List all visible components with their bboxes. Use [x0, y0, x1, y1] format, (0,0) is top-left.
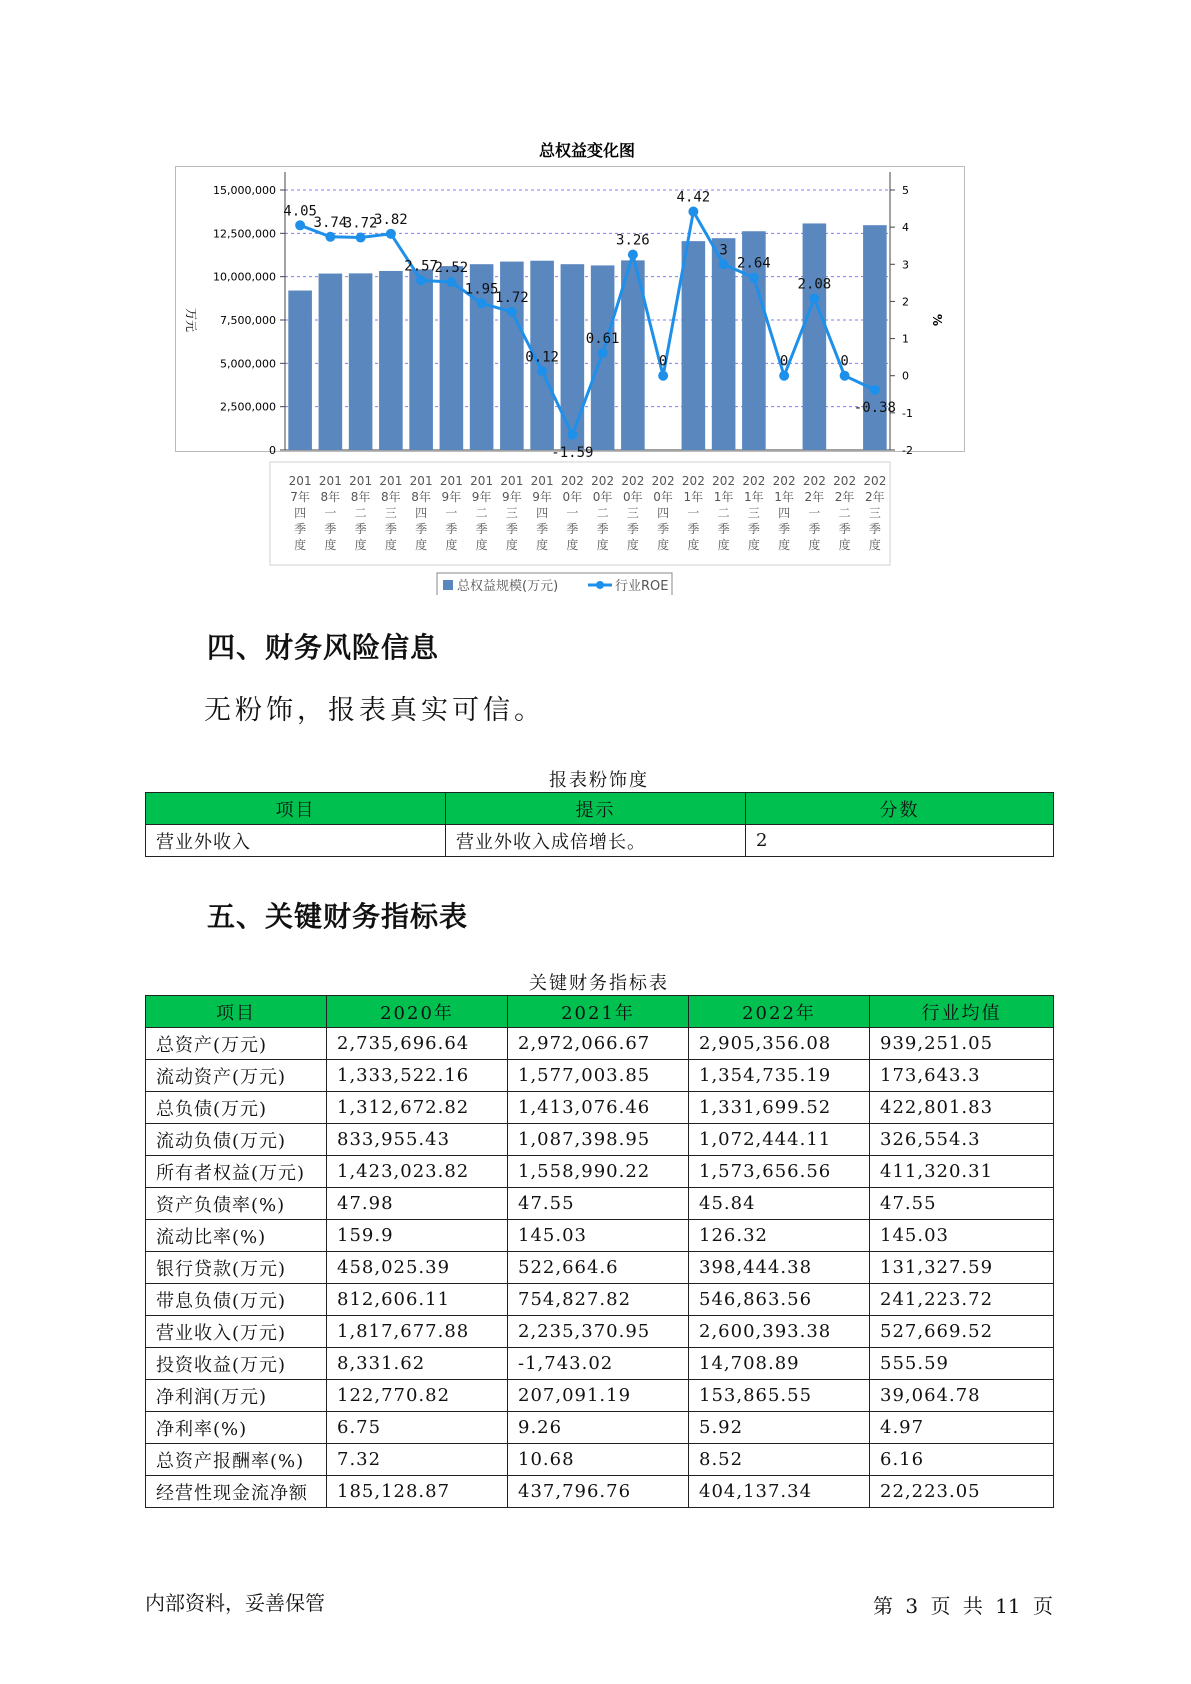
risk-header-score: 分数	[746, 793, 1054, 825]
kpi-row-label: 带息负债(万元)	[146, 1284, 327, 1316]
kpi-cell: 555.59	[870, 1348, 1054, 1380]
x-tick-label: 8年	[411, 490, 431, 504]
roe-point	[295, 220, 305, 230]
bar	[561, 264, 585, 450]
kpi-cell: 1,423,023.82	[327, 1156, 508, 1188]
roe-point	[446, 277, 456, 287]
roe-data-label: -1.59	[551, 444, 594, 461]
bar	[863, 225, 887, 450]
x-tick-label: 1年	[744, 490, 764, 504]
x-tick-label: 202	[591, 474, 615, 488]
kpi-table-caption: 关键财务指标表	[529, 973, 669, 994]
roe-point	[870, 385, 880, 395]
roe-data-label: 3.82	[374, 211, 408, 228]
x-tick-label: 二	[838, 506, 851, 520]
x-tick-label: 度	[596, 538, 609, 552]
table-row	[146, 1476, 1054, 1508]
table-row	[146, 1220, 1054, 1252]
x-tick-label: 度	[384, 538, 397, 552]
x-tick-label: 二	[475, 506, 488, 520]
kpi-cell: 1,558,990.22	[508, 1156, 689, 1188]
x-tick-label: 三	[747, 506, 760, 520]
roe-point	[749, 273, 759, 283]
roe-point	[356, 233, 366, 243]
roe-data-label: 2.57	[404, 258, 438, 275]
roe-data-label: 1.95	[464, 281, 499, 298]
x-tick-label: 度	[415, 538, 428, 552]
kpi-cell: 47.55	[508, 1188, 689, 1220]
y-tick-label: 5,000,000	[220, 357, 276, 371]
x-tick-label: 季	[505, 522, 518, 536]
kpi-cell: 754,827.82	[508, 1284, 689, 1316]
roe-data-label: 4.05	[283, 203, 317, 220]
kpi-cell: 2,905,356.08	[689, 1028, 870, 1060]
risk-table-caption: 报表粉饰度	[549, 770, 649, 791]
kpi-cell: 2,235,370.95	[508, 1316, 689, 1348]
kpi-row-label: 所有者权益(万元)	[146, 1156, 327, 1188]
x-tick-label: 度	[475, 538, 488, 552]
bar	[409, 269, 433, 450]
legend-label-bar: 总权益规模(万元)	[457, 579, 559, 594]
x-tick-label: 度	[445, 538, 458, 552]
x-tick-label: 季	[536, 522, 549, 536]
kpi-header-1: 2020年	[327, 996, 508, 1028]
bar	[440, 266, 464, 450]
x-tick-label: 度	[717, 538, 730, 552]
table-row	[146, 1284, 1054, 1316]
roe-point	[688, 207, 698, 217]
kpi-cell: 39,064.78	[870, 1380, 1054, 1412]
kpi-cell: 4.97	[870, 1412, 1054, 1444]
y2-tick-label: -1	[902, 406, 913, 420]
kpi-cell: 398,444.38	[689, 1252, 870, 1284]
x-tick-label: 9年	[441, 490, 462, 504]
table-row	[146, 1188, 1054, 1220]
roe-data-label: 0.61	[585, 331, 620, 348]
equity-chart	[175, 135, 965, 595]
x-tick-label: 度	[868, 538, 881, 552]
y-tick-label: 2,500,000	[220, 400, 276, 414]
x-tick-label: 一	[687, 506, 700, 520]
x-tick-label: 季	[475, 522, 488, 536]
x-tick-label: 202	[742, 474, 766, 488]
roe-data-label: 2.52	[434, 260, 469, 277]
kpi-cell: 47.98	[327, 1188, 508, 1220]
x-tick-label: 202	[863, 474, 887, 488]
kpi-cell: 939,251.05	[870, 1028, 1054, 1060]
y2-tick-label: 3	[902, 258, 909, 272]
y-axis-label: 万元	[184, 307, 198, 333]
kpi-cell: 126.32	[689, 1220, 870, 1252]
kpi-row-label: 银行贷款(万元)	[146, 1252, 327, 1284]
kpi-cell: 145.03	[870, 1220, 1054, 1252]
bar	[379, 271, 403, 450]
x-tick-label: 季	[596, 522, 609, 536]
x-tick-label: 9年	[502, 490, 522, 504]
x-tick-label: 季	[354, 522, 367, 536]
x-tick-label: 度	[566, 538, 579, 552]
kpi-cell: 437,796.76	[508, 1476, 689, 1508]
kpi-cell: 8.52	[689, 1444, 870, 1476]
roe-point	[477, 298, 487, 308]
y2-axis-label: %	[930, 313, 944, 327]
x-tick-label: 四	[294, 506, 307, 520]
chart-title: 总权益变化图	[538, 141, 636, 160]
x-tick-label: 季	[778, 522, 791, 536]
roe-point	[628, 250, 638, 260]
x-tick-label: 三	[868, 506, 881, 520]
y-tick-label: 10,000,000	[213, 270, 276, 284]
kpi-cell: 2,972,066.67	[508, 1028, 689, 1060]
x-tick-label: 2年	[865, 490, 885, 504]
kpi-cell: 458,025.39	[327, 1252, 508, 1284]
table-row	[146, 1348, 1054, 1380]
kpi-cell: 1,087,398.95	[508, 1124, 689, 1156]
kpi-header-2: 2021年	[508, 996, 689, 1028]
x-tick-label: 2年	[834, 490, 855, 504]
bar	[712, 238, 736, 450]
table-row	[146, 1028, 1054, 1060]
x-tick-label: 季	[384, 522, 397, 536]
risk-cell-item: 营业外收入	[146, 825, 446, 857]
kpi-cell: 7.32	[327, 1444, 508, 1476]
x-tick-label: 8年	[381, 490, 401, 504]
kpi-cell: 6.16	[870, 1444, 1054, 1476]
kpi-row-label: 流动负债(万元)	[146, 1124, 327, 1156]
kpi-cell: 159.9	[327, 1220, 508, 1252]
x-tick-label: 季	[717, 522, 730, 536]
bar	[682, 241, 706, 450]
kpi-cell: 47.55	[870, 1188, 1054, 1220]
roe-point	[840, 371, 850, 381]
roe-point	[658, 371, 668, 381]
x-tick-label: 201	[530, 474, 554, 488]
x-tick-label: 201	[439, 474, 463, 488]
x-tick-label: 202	[802, 474, 826, 488]
x-tick-label: 0年	[623, 490, 643, 504]
kpi-cell: 207,091.19	[508, 1380, 689, 1412]
risk-header-hint: 提示	[446, 793, 746, 825]
table-row	[146, 1124, 1054, 1156]
x-tick-label: 度	[778, 538, 791, 552]
roe-point	[809, 293, 819, 303]
kpi-cell: 14,708.89	[689, 1348, 870, 1380]
kpi-cell: 522,664.6	[508, 1252, 689, 1284]
x-tick-label: 季	[747, 522, 760, 536]
kpi-cell: 1,573,656.56	[689, 1156, 870, 1188]
kpi-cell: 22,223.05	[870, 1476, 1054, 1508]
roe-data-label: 0	[658, 353, 668, 370]
kpi-cell: 833,955.43	[327, 1124, 508, 1156]
x-tick-label: 四	[536, 506, 549, 520]
kpi-row-label: 总负债(万元)	[146, 1092, 327, 1124]
x-tick-label: 7年	[290, 490, 310, 504]
x-tick-label: 度	[536, 538, 549, 552]
y2-tick-label: 1	[902, 332, 909, 346]
kpi-row-label: 流动资产(万元)	[146, 1060, 327, 1092]
x-tick-label: 一	[324, 506, 337, 520]
x-tick-label: 度	[808, 538, 821, 552]
section4-text: 无粉饰，报表真实可信。	[204, 695, 545, 726]
kpi-row-label: 资产负债率(%)	[146, 1188, 327, 1220]
kpi-cell: 527,669.52	[870, 1316, 1054, 1348]
roe-point	[507, 307, 517, 317]
kpi-cell: 45.84	[689, 1188, 870, 1220]
roe-data-label: 3	[719, 242, 728, 259]
kpi-cell: 173,643.3	[870, 1060, 1054, 1092]
kpi-cell: 6.75	[327, 1412, 508, 1444]
x-tick-label: 8年	[350, 490, 371, 504]
kpi-cell: 153,865.55	[689, 1380, 870, 1412]
section5-heading: 五、关键财务指标表	[207, 900, 469, 933]
x-tick-label: 201	[349, 474, 373, 488]
footer-page-number: 第 3 页 共 11 页	[873, 1594, 1053, 1618]
kpi-cell: 1,331,699.52	[689, 1092, 870, 1124]
table-row	[146, 825, 1054, 857]
table-row	[146, 1444, 1054, 1476]
kpi-table	[145, 995, 1054, 1508]
x-tick-label: 三	[384, 506, 397, 520]
x-tick-label: 度	[505, 538, 518, 552]
roe-point	[567, 430, 577, 440]
x-tick-label: 度	[687, 538, 700, 552]
footer-confidential: 内部资料，妥善保管	[145, 1591, 325, 1615]
x-tick-label: 季	[687, 522, 700, 536]
y-tick-label: 12,500,000	[213, 227, 276, 241]
equity-chart-svg	[175, 135, 965, 595]
x-tick-label: 202	[651, 474, 675, 488]
bar	[288, 291, 312, 450]
kpi-header-0: 项目	[146, 996, 327, 1028]
table-row	[146, 1156, 1054, 1188]
y2-tick-label: 5	[902, 184, 909, 197]
bar	[803, 223, 827, 450]
roe-point	[719, 259, 729, 269]
kpi-cell: 1,333,522.16	[327, 1060, 508, 1092]
kpi-cell: 1,312,672.82	[327, 1092, 508, 1124]
x-tick-label: 度	[626, 538, 639, 552]
x-tick-label: 季	[868, 522, 881, 536]
x-tick-label: 9年	[532, 490, 552, 504]
roe-point	[416, 275, 426, 285]
kpi-cell: 1,413,076.46	[508, 1092, 689, 1124]
legend-label-line: 行业ROE	[615, 579, 669, 594]
x-tick-label: 季	[445, 522, 458, 536]
risk-cell-hint: 营业外收入成倍增长。	[446, 825, 746, 857]
y2-tick-label: -2	[902, 444, 913, 457]
table-row	[146, 1412, 1054, 1444]
x-tick-label: 季	[294, 522, 307, 536]
kpi-row-label: 经营性现金流净额	[146, 1476, 327, 1508]
legend-swatch-bar	[443, 580, 453, 590]
y2-tick-label: 0	[902, 369, 909, 383]
x-tick-label: 一	[808, 506, 821, 520]
y-tick-label: 0	[269, 444, 276, 457]
table-row	[146, 1316, 1054, 1348]
y2-tick-label: 4	[902, 221, 909, 235]
kpi-cell: 1,354,735.19	[689, 1060, 870, 1092]
x-tick-label: 201	[470, 474, 494, 488]
table-row	[146, 1060, 1054, 1092]
x-tick-label: 1年	[713, 490, 734, 504]
kpi-row-label: 净利率(%)	[146, 1412, 327, 1444]
x-tick-label: 度	[294, 538, 307, 552]
kpi-cell: 812,606.11	[327, 1284, 508, 1316]
x-tick-label: 202	[712, 474, 736, 488]
x-tick-label: 9年	[471, 490, 492, 504]
x-tick-label: 0年	[562, 490, 583, 504]
roe-data-label: 2.08	[797, 276, 832, 293]
kpi-cell: 10.68	[508, 1444, 689, 1476]
roe-point	[537, 366, 547, 376]
kpi-row-label: 营业收入(万元)	[146, 1316, 327, 1348]
kpi-cell: 241,223.72	[870, 1284, 1054, 1316]
roe-data-label: 0	[840, 353, 849, 370]
x-tick-label: 201	[379, 474, 403, 488]
x-tick-label: 季	[657, 522, 670, 536]
kpi-cell: -1,743.02	[508, 1348, 689, 1380]
x-tick-label: 202	[833, 474, 857, 488]
x-tick-label: 二	[354, 506, 367, 520]
kpi-cell: 122,770.82	[327, 1380, 508, 1412]
x-tick-label: 201	[500, 474, 524, 488]
kpi-row-label: 总资产(万元)	[146, 1028, 327, 1060]
kpi-cell: 185,128.87	[327, 1476, 508, 1508]
roe-data-label: 3.26	[616, 232, 650, 249]
kpi-cell: 404,137.34	[689, 1476, 870, 1508]
x-tick-label: 四	[657, 506, 670, 520]
x-tick-label: 季	[324, 522, 337, 536]
kpi-cell: 1,072,444.11	[689, 1124, 870, 1156]
x-tick-label: 201	[288, 474, 312, 488]
x-tick-label: 季	[415, 522, 428, 536]
x-tick-label: 度	[747, 538, 760, 552]
x-tick-label: 2年	[804, 490, 825, 504]
x-tick-label: 8年	[320, 490, 341, 504]
x-tick-label: 四	[415, 506, 428, 520]
y-tick-label: 7,500,000	[220, 314, 276, 327]
x-tick-label: 季	[626, 522, 639, 536]
section4-heading: 四、财务风险信息	[207, 631, 440, 664]
kpi-row-label: 总资产报酬率(%)	[146, 1444, 327, 1476]
kpi-cell: 131,327.59	[870, 1252, 1054, 1284]
risk-header-item: 项目	[146, 793, 446, 825]
roe-point	[325, 232, 335, 242]
x-tick-label: 202	[560, 474, 584, 488]
kpi-cell: 546,863.56	[689, 1284, 870, 1316]
x-tick-label: 202	[621, 474, 645, 488]
kpi-header-4: 行业均值	[870, 996, 1054, 1028]
x-tick-label: 二	[717, 506, 730, 520]
roe-data-label: 0.12	[525, 349, 559, 366]
roe-data-label: 2.64	[737, 255, 771, 272]
kpi-cell: 326,554.3	[870, 1124, 1054, 1156]
x-tick-label: 度	[838, 538, 851, 552]
kpi-cell: 411,320.31	[870, 1156, 1054, 1188]
risk-table-header-row	[146, 793, 1054, 825]
roe-data-label: 3.74	[313, 214, 348, 231]
kpi-cell: 9.26	[508, 1412, 689, 1444]
kpi-cell: 1,817,677.88	[327, 1316, 508, 1348]
bar	[319, 274, 343, 450]
kpi-cell: 2,735,696.64	[327, 1028, 508, 1060]
legend-swatch-point	[596, 581, 604, 589]
x-tick-label: 0年	[592, 490, 613, 504]
kpi-cell: 422,801.83	[870, 1092, 1054, 1124]
roe-data-label: -0.38	[853, 399, 896, 416]
x-tick-label: 202	[681, 474, 705, 488]
x-tick-label: 1年	[774, 490, 794, 504]
x-tick-label: 201	[318, 474, 342, 488]
roe-data-label: 3.72	[343, 215, 378, 232]
roe-data-label: 1.72	[495, 289, 529, 306]
kpi-cell: 5.92	[689, 1412, 870, 1444]
kpi-cell: 145.03	[508, 1220, 689, 1252]
table-row	[146, 1380, 1054, 1412]
roe-point	[598, 348, 608, 358]
roe-point	[386, 229, 396, 239]
kpi-table-header-row	[146, 996, 1054, 1028]
kpi-cell: 8,331.62	[327, 1348, 508, 1380]
kpi-row-label: 流动比率(%)	[146, 1220, 327, 1252]
roe-data-label: 0	[779, 353, 789, 370]
x-tick-label: 202	[772, 474, 796, 488]
x-tick-label: 0年	[653, 490, 673, 504]
x-tick-label: 一	[566, 506, 579, 520]
x-tick-label: 三	[505, 506, 518, 520]
x-tick-label: 季	[808, 522, 821, 536]
x-tick-label: 季	[566, 522, 579, 536]
kpi-cell: 2,600,393.38	[689, 1316, 870, 1348]
x-tick-label: 1年	[683, 490, 704, 504]
x-tick-label: 二	[596, 506, 609, 520]
x-tick-label: 201	[409, 474, 433, 488]
risk-table	[145, 792, 1054, 857]
x-tick-label: 度	[324, 538, 337, 552]
roe-point	[779, 371, 789, 381]
table-row	[146, 1252, 1054, 1284]
y2-tick-label: 2	[902, 295, 909, 309]
kpi-cell: 1,577,003.85	[508, 1060, 689, 1092]
x-tick-label: 度	[657, 538, 670, 552]
x-tick-label: 度	[354, 538, 367, 552]
x-tick-label: 季	[838, 522, 851, 536]
table-row	[146, 1092, 1054, 1124]
x-tick-label: 四	[778, 506, 791, 520]
risk-cell-score: 2	[746, 825, 1054, 857]
y-tick-label: 15,000,000	[213, 184, 276, 197]
kpi-row-label: 净利润(万元)	[146, 1380, 327, 1412]
bar	[349, 273, 373, 450]
kpi-header-3: 2022年	[689, 996, 870, 1028]
x-tick-label: 一	[445, 506, 458, 520]
kpi-row-label: 投资收益(万元)	[146, 1348, 327, 1380]
x-tick-label: 三	[626, 506, 639, 520]
roe-data-label: 4.42	[676, 189, 711, 206]
